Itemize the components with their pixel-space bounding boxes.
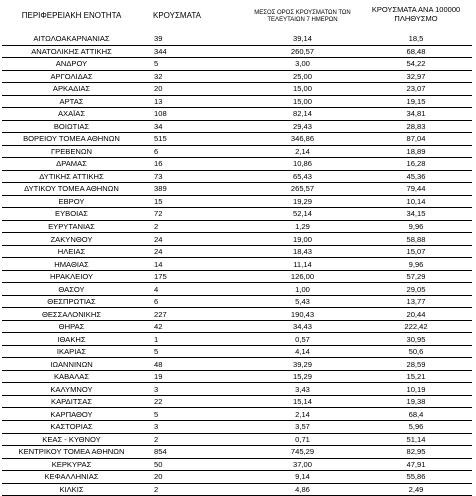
table-row	[2, 308, 472, 321]
cell-cases: 227	[141, 308, 245, 321]
table-row	[2, 320, 472, 333]
cell-regional-unit: ΚΕΡΚΥΡΑΣ	[2, 458, 141, 471]
table-row	[2, 395, 472, 408]
cell-7-day-average: 52,14	[245, 208, 360, 221]
cell-7-day-average: 260,57	[245, 45, 360, 58]
cell-cases-per-100000: 34,81	[360, 108, 472, 121]
cell-7-day-average: 3,00	[245, 58, 360, 71]
cell-7-day-average: 15,00	[245, 83, 360, 96]
cell-7-day-average: 15,14	[245, 395, 360, 408]
cell-regional-unit: ΑΡΓΟΛΙΔΑΣ	[2, 70, 141, 83]
cell-regional-unit: ΘΕΣΠΡΩΤΙΑΣ	[2, 295, 141, 308]
cases-table	[2, 3, 472, 496]
cell-cases-per-100000: 57,29	[360, 270, 472, 283]
cell-7-day-average: 19,00	[245, 233, 360, 246]
cell-cases-per-100000: 222,42	[360, 320, 472, 333]
cell-cases: 42	[141, 320, 245, 333]
cell-7-day-average: 0,57	[245, 333, 360, 346]
cell-regional-unit: ΔΥΤΙΚΟΥ ΤΟΜΕΑ ΑΘΗΝΩΝ	[2, 183, 141, 196]
cell-7-day-average: 25,00	[245, 70, 360, 83]
table-body	[2, 33, 472, 496]
cell-cases-per-100000: 55,86	[360, 471, 472, 484]
table-row	[2, 158, 472, 171]
cell-7-day-average: 10,86	[245, 158, 360, 171]
cell-7-day-average: 15,00	[245, 95, 360, 108]
cell-cases-per-100000: 13,77	[360, 295, 472, 308]
cell-cases: 15	[141, 195, 245, 208]
table-row	[2, 33, 472, 45]
cell-cases: 20	[141, 471, 245, 484]
cell-cases-per-100000: 45,36	[360, 170, 472, 183]
cell-regional-unit: ΒΟΡΕΙΟΥ ΤΟΜΕΑ ΑΘΗΝΩΝ	[2, 133, 141, 146]
cell-regional-unit: ΕΒΡΟΥ	[2, 195, 141, 208]
cell-cases-per-100000: 18,89	[360, 145, 472, 158]
table-row	[2, 245, 472, 258]
cell-regional-unit: ΒΟΙΩΤΙΑΣ	[2, 120, 141, 133]
cell-regional-unit: ΑΧΑΪΑΣ	[2, 108, 141, 121]
table-row	[2, 208, 472, 221]
cell-cases: 5	[141, 345, 245, 358]
cell-regional-unit: ΙΘΑΚΗΣ	[2, 333, 141, 346]
cell-7-day-average: 34,43	[245, 320, 360, 333]
cell-cases: 14	[141, 258, 245, 271]
table-row	[2, 195, 472, 208]
cell-7-day-average: 39,29	[245, 358, 360, 371]
cell-cases-per-100000: 2,49	[360, 483, 472, 496]
cell-cases: 13	[141, 95, 245, 108]
cell-7-day-average: 4,14	[245, 345, 360, 358]
table-row	[2, 483, 472, 496]
table-row	[2, 108, 472, 121]
cell-cases-per-100000: 9,96	[360, 220, 472, 233]
cell-cases: 5	[141, 58, 245, 71]
cell-regional-unit: ΚΙΛΚΙΣ	[2, 483, 141, 496]
cell-cases: 3	[141, 383, 245, 396]
table-row	[2, 95, 472, 108]
cell-cases: 2	[141, 483, 245, 496]
cell-regional-unit: ΘΕΣΣΑΛΟΝΙΚΗΣ	[2, 308, 141, 321]
cell-cases: 34	[141, 120, 245, 133]
cell-regional-unit: ΚΑΡΔΙΤΣΑΣ	[2, 395, 141, 408]
cell-cases-per-100000: 28,83	[360, 120, 472, 133]
cell-regional-unit: ΚΕΦΑΛΛΗΝΙΑΣ	[2, 471, 141, 484]
cell-cases-per-100000: 68,48	[360, 45, 472, 58]
cell-regional-unit: ΙΚΑΡΙΑΣ	[2, 345, 141, 358]
cell-cases: 6	[141, 145, 245, 158]
cell-cases-per-100000: 32,97	[360, 70, 472, 83]
cell-cases-per-100000: 9,96	[360, 258, 472, 271]
cell-cases: 32	[141, 70, 245, 83]
cell-regional-unit: ΓΡΕΒΕΝΩΝ	[2, 145, 141, 158]
table-row	[2, 183, 472, 196]
cell-cases-per-100000: 51,14	[360, 433, 472, 446]
cell-regional-unit: ΚΕΝΤΡΙΚΟΥ ΤΟΜΕΑ ΑΘΗΝΩΝ	[2, 446, 141, 459]
cell-cases: 344	[141, 45, 245, 58]
table-row	[2, 458, 472, 471]
cell-cases-per-100000: 28,59	[360, 358, 472, 371]
cell-7-day-average: 3,57	[245, 420, 360, 433]
cell-7-day-average: 265,57	[245, 183, 360, 196]
cell-cases: 50	[141, 458, 245, 471]
table-row	[2, 170, 472, 183]
cell-7-day-average: 37,00	[245, 458, 360, 471]
cell-7-day-average: 745,29	[245, 446, 360, 459]
cell-cases: 2	[141, 433, 245, 446]
cell-regional-unit: ΗΡΑΚΛΕΙΟΥ	[2, 270, 141, 283]
cell-regional-unit: ΑΝΔΡΟΥ	[2, 58, 141, 71]
cell-7-day-average: 1,00	[245, 283, 360, 296]
cell-cases-per-100000: 82,95	[360, 446, 472, 459]
cell-cases: 854	[141, 446, 245, 459]
cell-cases-per-100000: 58,88	[360, 233, 472, 246]
cell-7-day-average: 9,14	[245, 471, 360, 484]
cell-regional-unit: ΕΥΒΟΙΑΣ	[2, 208, 141, 221]
cell-7-day-average: 15,29	[245, 370, 360, 383]
cell-cases: 22	[141, 395, 245, 408]
cell-regional-unit: ΔΥΤΙΚΗΣ ΑΤΤΙΚΗΣ	[2, 170, 141, 183]
cell-cases-per-100000: 87,04	[360, 133, 472, 146]
cell-cases: 5	[141, 408, 245, 421]
cell-7-day-average: 2,14	[245, 145, 360, 158]
cell-7-day-average: 3,43	[245, 383, 360, 396]
cell-7-day-average: 190,43	[245, 308, 360, 321]
cell-cases: 73	[141, 170, 245, 183]
table-row	[2, 45, 472, 58]
cell-cases: 389	[141, 183, 245, 196]
cell-7-day-average: 39,14	[245, 33, 360, 45]
cell-cases: 2	[141, 220, 245, 233]
cell-regional-unit: ΚΑΒΑΛΑΣ	[2, 370, 141, 383]
table-row	[2, 446, 472, 459]
table-row	[2, 83, 472, 96]
table-row	[2, 333, 472, 346]
cell-7-day-average: 65,43	[245, 170, 360, 183]
cell-cases: 16	[141, 158, 245, 171]
table-row	[2, 233, 472, 246]
cell-cases-per-100000: 23,07	[360, 83, 472, 96]
cell-regional-unit: ΑΝΑΤΟΛΙΚΗΣ ΑΤΤΙΚΗΣ	[2, 45, 141, 58]
cell-7-day-average: 2,14	[245, 408, 360, 421]
cell-cases: 24	[141, 233, 245, 246]
table-row	[2, 420, 472, 433]
table-row	[2, 70, 472, 83]
cell-7-day-average: 19,29	[245, 195, 360, 208]
cell-7-day-average: 29,43	[245, 120, 360, 133]
table-row	[2, 345, 472, 358]
cell-cases-per-100000: 15,07	[360, 245, 472, 258]
cell-cases-per-100000: 19,15	[360, 95, 472, 108]
cell-cases: 515	[141, 133, 245, 146]
cell-cases: 6	[141, 295, 245, 308]
cell-cases-per-100000: 16,28	[360, 158, 472, 171]
cell-cases: 24	[141, 245, 245, 258]
cell-cases: 72	[141, 208, 245, 221]
cell-cases-per-100000: 79,44	[360, 183, 472, 196]
cell-7-day-average: 126,00	[245, 270, 360, 283]
cell-regional-unit: ΑΙΤΩΛΟΑΚΑΡΝΑΝΙΑΣ	[2, 33, 141, 45]
header-7-day-average: ΜΕΣΟΣ ΟΡΟΣ ΚΡΟΥΣΜΑΤΩΝ ΤΩΝ ΤΕΛΕΥΤΑΙΩΝ 7 ΗΜΕΡΩΝ	[254, 10, 351, 23]
cell-cases-per-100000: 18,5	[360, 33, 472, 45]
cell-regional-unit: ΚΑΛΥΜΝΟΥ	[2, 383, 141, 396]
table-row	[2, 58, 472, 71]
cell-cases-per-100000: 10,19	[360, 383, 472, 396]
cell-regional-unit: ΑΡΤΑΣ	[2, 95, 141, 108]
cell-cases-per-100000: 54,22	[360, 58, 472, 71]
cell-cases-per-100000: 47,91	[360, 458, 472, 471]
table-row	[2, 358, 472, 371]
table-row	[2, 133, 472, 146]
cell-cases-per-100000: 50,6	[360, 345, 472, 358]
table-row	[2, 145, 472, 158]
header-row	[2, 3, 472, 33]
cell-7-day-average: 82,14	[245, 108, 360, 121]
cell-cases: 108	[141, 108, 245, 121]
cell-cases: 4	[141, 283, 245, 296]
cell-7-day-average: 11,14	[245, 258, 360, 271]
header-cases-per-100000: ΚΡΟΥΣΜΑΤΑ ΑΝΑ 100000 ΠΛΗΘΥΣΜΟ	[371, 5, 461, 23]
table-row	[2, 408, 472, 421]
cell-regional-unit: ΘΑΣΟΥ	[2, 283, 141, 296]
cell-7-day-average: 5,43	[245, 295, 360, 308]
cell-7-day-average: 1,29	[245, 220, 360, 233]
cell-regional-unit: ΑΡΚΑΔΙΑΣ	[2, 83, 141, 96]
table-row	[2, 471, 472, 484]
cell-regional-unit: ΗΜΑΘΙΑΣ	[2, 258, 141, 271]
cell-regional-unit: ΚΑΡΠΑΘΟΥ	[2, 408, 141, 421]
cell-cases-per-100000: 30,95	[360, 333, 472, 346]
table-row	[2, 383, 472, 396]
cell-7-day-average: 0,71	[245, 433, 360, 446]
cell-regional-unit: ΚΕΑΣ - ΚΥΘΝΟΥ	[2, 433, 141, 446]
cell-cases: 1	[141, 333, 245, 346]
cell-regional-unit: ΖΑΚΥΝΘΟΥ	[2, 233, 141, 246]
cell-7-day-average: 18,43	[245, 245, 360, 258]
cell-cases-per-100000: 15,21	[360, 370, 472, 383]
cell-cases: 20	[141, 83, 245, 96]
table-row	[2, 295, 472, 308]
cell-regional-unit: ΕΥΡΥΤΑΝΙΑΣ	[2, 220, 141, 233]
cell-cases-per-100000: 34,15	[360, 208, 472, 221]
table-row	[2, 433, 472, 446]
cell-cases: 3	[141, 420, 245, 433]
table-row	[2, 120, 472, 133]
cell-regional-unit: ΙΩΑΝΝΙΝΩΝ	[2, 358, 141, 371]
header-cases: ΚΡΟΥΣΜΑΤΑ	[153, 11, 201, 20]
cell-cases-per-100000: 29,05	[360, 283, 472, 296]
table-row	[2, 270, 472, 283]
cell-regional-unit: ΗΛΕΙΑΣ	[2, 245, 141, 258]
cell-cases-per-100000: 19,38	[360, 395, 472, 408]
cell-regional-unit: ΚΑΣΤΟΡΙΑΣ	[2, 420, 141, 433]
cell-cases: 175	[141, 270, 245, 283]
table-row	[2, 370, 472, 383]
table-row	[2, 258, 472, 271]
cell-cases-per-100000: 5,96	[360, 420, 472, 433]
cell-regional-unit: ΘΗΡΑΣ	[2, 320, 141, 333]
cell-7-day-average: 4,86	[245, 483, 360, 496]
cell-cases: 19	[141, 370, 245, 383]
cell-cases-per-100000: 10,14	[360, 195, 472, 208]
header-regional-unit: ΠΕΡΙΦΕΡΕΙΑΚΗ ΕΝΟΤΗΤΑ	[21, 11, 122, 20]
cell-regional-unit: ΔΡΑΜΑΣ	[2, 158, 141, 171]
cell-7-day-average: 346,86	[245, 133, 360, 146]
cell-cases-per-100000: 68,4	[360, 408, 472, 421]
table-row	[2, 220, 472, 233]
cell-cases: 48	[141, 358, 245, 371]
table-row	[2, 283, 472, 296]
cell-cases: 39	[141, 33, 245, 45]
cell-cases-per-100000: 20,44	[360, 308, 472, 321]
